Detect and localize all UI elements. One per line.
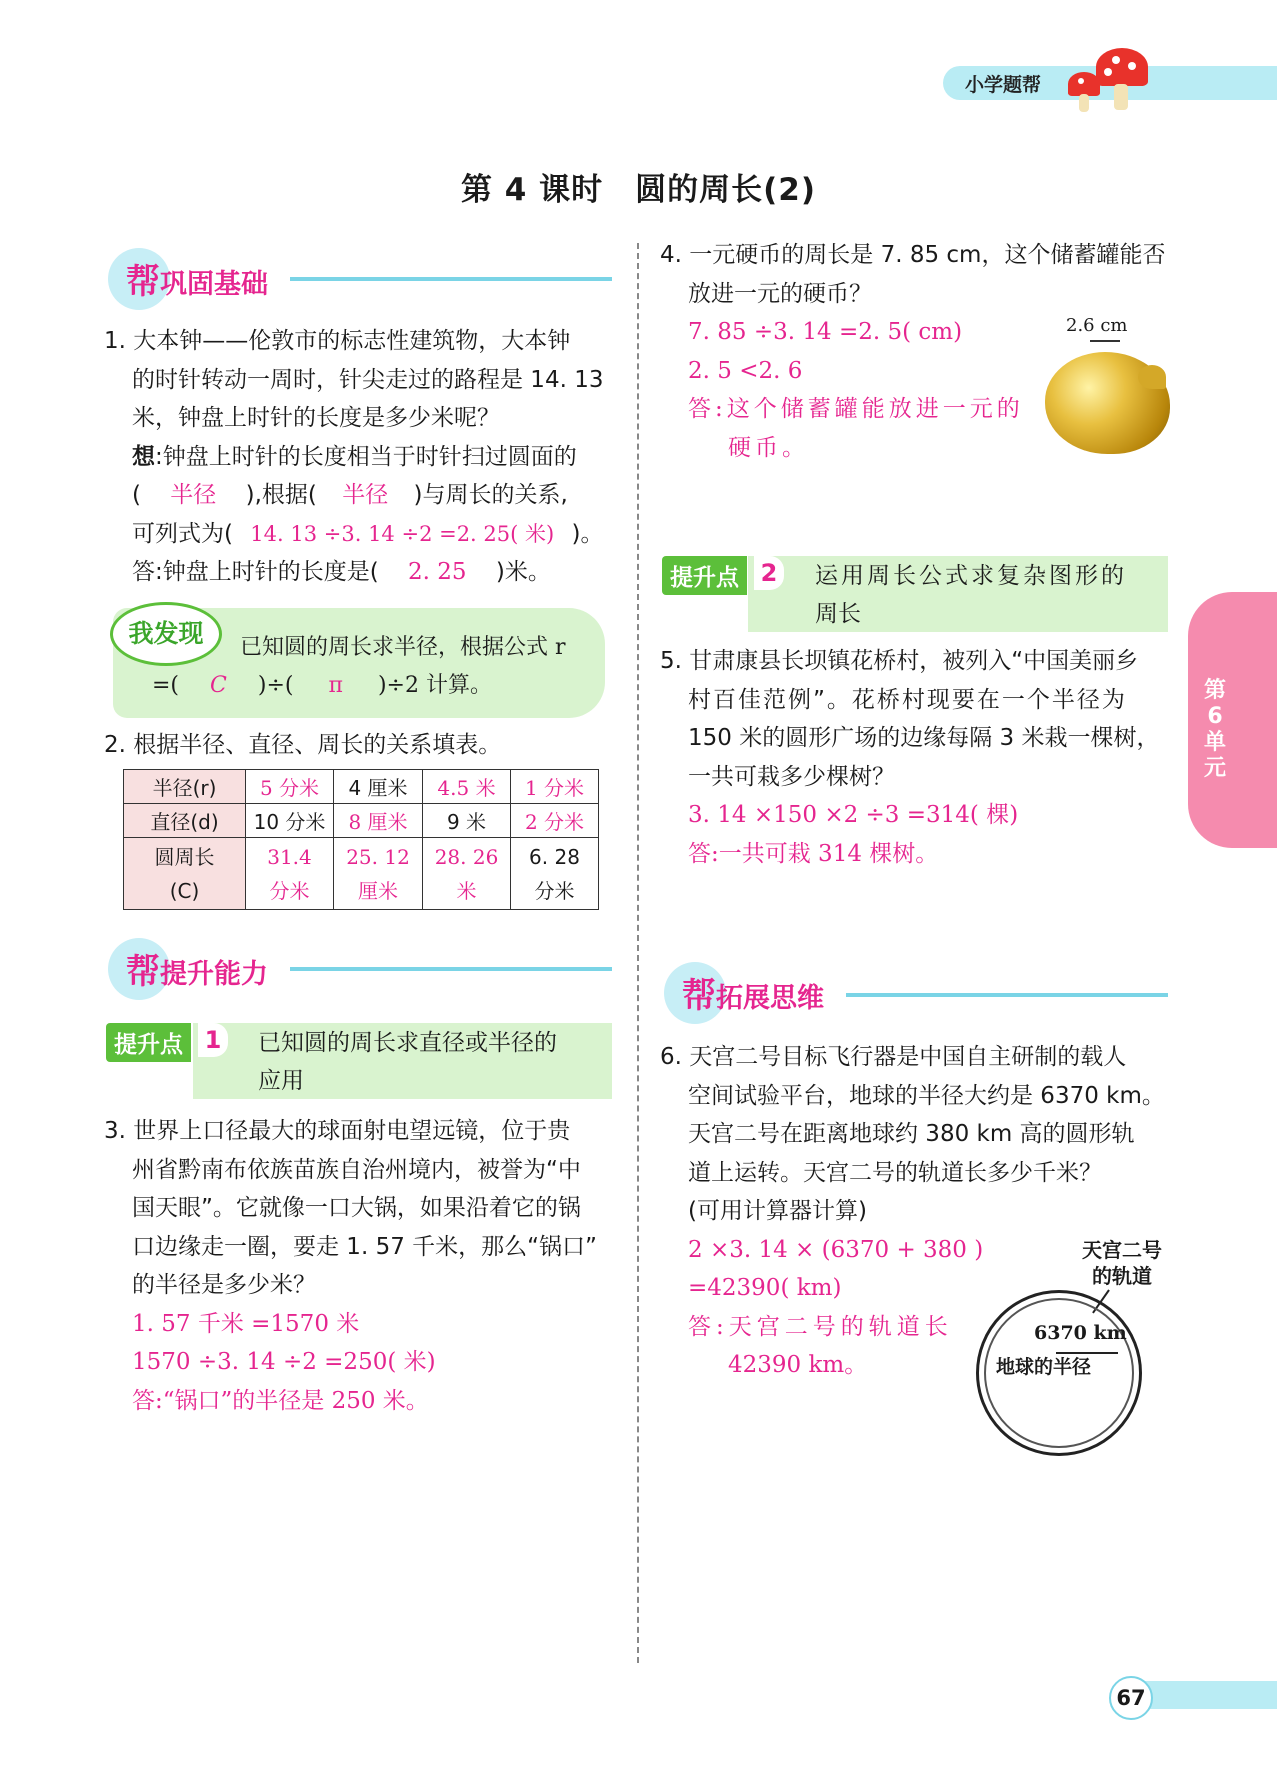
answer-line: 1570 ÷3. 14 ÷2 =250( 米) [132, 1349, 436, 1375]
tip-badge: 提升点 [106, 1023, 191, 1062]
q5-line: 150 米的圆形广场的边缘每隔 3 米栽一棵树， [688, 725, 1160, 751]
answer-blank: 2. 25 [408, 559, 467, 585]
answer-line: 答:一共可栽 314 棵树。 [688, 840, 939, 867]
answer-blank: 半径 [342, 482, 389, 508]
discovery-text [152, 667, 492, 706]
table-cell: 10 分米 [246, 804, 334, 838]
q3-line: 国天眼”。它就像一口大锅，如果沿着它的锅 [132, 1195, 581, 1221]
cell-line: 25. 12 [346, 844, 410, 869]
mushroom-icon [1062, 44, 1152, 114]
q3-line: 的半径是多少米？ [132, 1272, 316, 1298]
table-cell: 5 分米 [246, 770, 334, 804]
column-divider [637, 243, 639, 1663]
q1-line: 1. 大本钟——伦敦市的标志性建筑物，大本钟 [104, 328, 571, 354]
discovery-line: 已知圆的周长求半径，根据公式 r [240, 635, 566, 660]
tip-number: 1 [198, 1023, 228, 1057]
cell-line: 31.4 [267, 844, 312, 869]
q3-line: 州省黔南布依族苗族自治州境内，被誉为“中 [132, 1156, 581, 1183]
unit-tab-label: 第6单元 [1203, 678, 1226, 781]
orbit-label-line: 天宫二号 [1082, 1238, 1162, 1262]
discovery-text [240, 629, 605, 668]
piggy-bank-label: 2.6 cm [1066, 315, 1128, 336]
cell-line: 6. 28 [529, 844, 580, 869]
table-cell: 9 米 [423, 804, 511, 838]
bang-mark: 帮 [682, 976, 716, 1016]
q6-line: 天宫二号在距离地球约 380 km 高的圆形轨 [688, 1121, 1135, 1147]
orbit-label [1082, 1237, 1162, 1289]
q6-line: (可用计算器计算) [688, 1198, 867, 1224]
q3-line: 口边缘走一圈，要走 1. 57 千米，那么“锅口” [132, 1233, 597, 1260]
discovery-line: )÷2 计算。 [377, 673, 492, 698]
q1-line: 米，钟盘上时针的长度是多少米呢？ [132, 405, 500, 431]
page-number: 67 [1109, 1676, 1153, 1720]
cell-line: 分米 [534, 878, 575, 903]
think-label: 想 [132, 443, 155, 470]
cell-line: 28. 26 [434, 844, 499, 869]
q1-line: 的时针转动一周时，针尖走过的路程是 14. 13 [132, 366, 604, 393]
tip-number: 2 [754, 556, 784, 590]
earth-radius-label: 地球的半径 [996, 1356, 1092, 1378]
table-cell [334, 838, 423, 910]
table-cell: 8 厘米 [334, 804, 423, 838]
answer-line: 答:天宫二号的轨道长 [688, 1313, 953, 1340]
fill-table [123, 769, 599, 910]
orbit-label-line: 的轨道 [1092, 1264, 1152, 1288]
answer-line: 硬币。 [728, 434, 809, 461]
q1-text: 答:钟盘上时针的长度是( [132, 559, 379, 585]
cell-line: 米 [456, 878, 477, 903]
table-cell: 2 分米 [511, 804, 599, 838]
q1-text: 可列式为( [132, 520, 233, 547]
table-header: 半径(r) [124, 770, 246, 804]
q1-text: ( [132, 482, 141, 508]
tip-text: 应用 [258, 1068, 304, 1094]
discovery-line: )÷( [257, 673, 294, 698]
piggy-ear [1138, 365, 1166, 389]
tip-text: 已知圆的周长求直径或半径的 [258, 1030, 557, 1056]
q1-text: )。 [571, 520, 604, 547]
answer-line: 答:“锅口”的半径是 250 米。 [132, 1387, 429, 1414]
cell-line: 分米 [269, 878, 310, 903]
table-header: 直径(d) [124, 804, 246, 838]
answer-line: 2 ×3. 14 × (6370 + 380 ) [688, 1236, 984, 1263]
q5-line: 一共可栽多少棵树？ [688, 763, 895, 790]
answer-line: 2. 5 <2. 6 [688, 357, 803, 384]
q6-line: 6. 天宫二号目标飞行器是中国自主研制的载人 [660, 1044, 1127, 1070]
q6-line: 道上运转。天宫二号的轨道长多少千米？ [688, 1159, 1102, 1186]
q3-line: 3. 世界上口径最大的球面射电望远镜，位于贵 [104, 1118, 571, 1144]
table-cell: 4 厘米 [334, 770, 423, 804]
question-1 [104, 322, 614, 592]
slot-marker [1090, 340, 1120, 342]
answer-blank: 14. 13 ÷3. 14 ÷2 =2. 25( 米) [250, 521, 555, 546]
question-2: 2. 根据半径、直径、周长的关系填表。 [104, 732, 502, 758]
q6-line: 空间试验平台，地球的半径大约是 6370 km。 [688, 1082, 1165, 1109]
answer-line: 3. 14 ×150 ×2 ÷3 =314( 棵) [688, 802, 1019, 828]
earth-radius-value: 6370 km [1034, 1322, 1127, 1344]
page-title: 第 4 课时 圆的周长(2) [460, 172, 817, 208]
table-cell: 1 分米 [511, 770, 599, 804]
table-header-line: (C) [169, 878, 200, 903]
discovery-line: =( [152, 673, 180, 698]
tip-text: 运用周长公式求复杂图形的 [815, 563, 1127, 589]
question-5 [660, 642, 1180, 873]
answer-line: =42390( km) [688, 1275, 842, 1301]
q1-line: :钟盘上时针的长度相当于时针扫过圆面的 [155, 443, 577, 470]
table-header-line: 圆周长 [154, 844, 215, 869]
table-header [124, 838, 246, 910]
brand-name: 小学题帮 [965, 74, 1042, 96]
question-3 [104, 1112, 624, 1420]
answer-line: 7. 85 ÷3. 14 =2. 5( cm) [688, 319, 963, 345]
tip-text: 周长 [815, 601, 861, 627]
bang-mark: 帮 [126, 952, 160, 992]
table-row [124, 838, 599, 910]
table-cell: 4.5 米 [423, 770, 511, 804]
q5-line: 村百佳范例”。花桥村现要在一个半径为 [688, 686, 1127, 713]
section-title: 拓展思维 [716, 983, 824, 1014]
cell-line: 厘米 [358, 878, 398, 903]
section-title: 提升能力 [160, 959, 268, 990]
tip-badge: 提升点 [662, 556, 747, 595]
table-row [124, 770, 599, 804]
table-row [124, 804, 599, 838]
answer-blank: 半径 [170, 482, 217, 508]
q4-line: 放进一元的硬币？ [688, 280, 872, 307]
table-cell [511, 838, 599, 910]
q4-line: 4. 一元硬币的周长是 7. 85 cm，这个储蓄罐能否 [660, 242, 1166, 268]
answer-blank: π [328, 673, 343, 698]
q5-line: 5. 甘肃康县长坝镇花桥村，被列入“中国美丽乡 [660, 648, 1139, 674]
discovery-badge: 我发现 [110, 602, 222, 666]
table-cell [423, 838, 511, 910]
bang-mark: 帮 [126, 262, 160, 302]
q1-text: ),根据( [245, 482, 317, 508]
answer-line: 42390 km。 [728, 1352, 868, 1378]
q1-text: )与周长的关系, [413, 482, 568, 508]
answer-line: 1. 57 千米 =1570 米 [132, 1310, 360, 1337]
section-title: 巩固基础 [160, 269, 268, 300]
answer-line: 答:这个储蓄罐能放进一元的 [688, 396, 1024, 422]
table-cell [246, 838, 334, 910]
answer-blank: C [210, 673, 227, 698]
q1-text: )米。 [495, 559, 551, 585]
